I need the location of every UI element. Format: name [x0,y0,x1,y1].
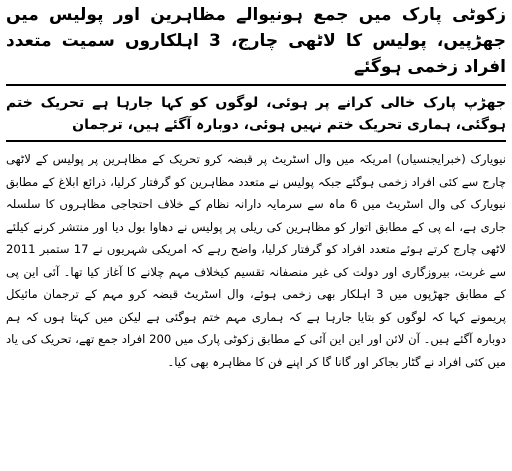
headline: زکوٹی پارک میں جمع ہونیوالے مظاہرین اور پولیس میں جھڑپیں، پولیس کا لاٹھی چارج، 3 اہلکاروں سمیت متعدد افراد زخمی ہوگئے [6,5,506,77]
headline-divider [6,84,506,86]
subheadline: جھڑپ پارک خالی کرانے پر ہوئی، لوگوں کو کہا جارہا ہے تحریک ختم ہوگئی، ہماری تحریک ختم نہیں ہوئی، دوبارہ آگئے ہیں، ترجمان [6,95,506,133]
subheadline-divider [6,140,506,142]
article-body: نیویارک (خبرایجنسیاں) امریکہ میں وال اسٹریٹ پر قبضہ کرو تحریک کے مظاہرین پر پولیس کے لاٹھی چارج سے کئی افراد زخمی ہوگئے جبکہ پولیس نے متعدد مظاہرین کو گرفتار کرلیا، ذرائع ابلاغ کے مطابق نیویارک کی وال اسٹریٹ میں 6 ماہ سے سرمایہ دارانہ نظام کے خلاف احتجاجی مظاہروں کا سلسلہ جاری ہے، اے پی کے مطابق اتوار کو مظاہرین کی ریلی پر پولیس نے دھاوا بول دیا اور منتشر کرنے کیلئے لاٹھی چارج کرتے ہوئے متعدد افراد کو گرفتار کرلیا، واضح رہے کہ امریکی شہریوں نے 17 ستمبر 2011 سے غربت، بیروزگاری اور دولت کی غیر منصفانہ تقسیم کیخلاف مہم چلانے کا آغاز کیا تھا۔ آئی این پی کے مطابق جھڑپوں میں 3 اہلکار بھی زخمی ہوئے، وال اسٹریٹ قبضہ کرو مہم کے ترجمان مائیکل پریمونے کہا کہ لوگوں کو بتایا جارہا ہے کہ ہماری مہم ختم ہوگئی ہے لیکن میں کہتا ہوں کہ ہم دوبارہ آگئے ہیں۔ آن لائن اور این این آئی کے مطابق زکوٹی پارک میں 200 افراد جمع تھے، تحریک کی یاد میں کئی افراد نے گٹار بجاکر اور گانا گا کر اپنے فن کا مظاہرہ بھی کیا۔ [6,152,506,369]
